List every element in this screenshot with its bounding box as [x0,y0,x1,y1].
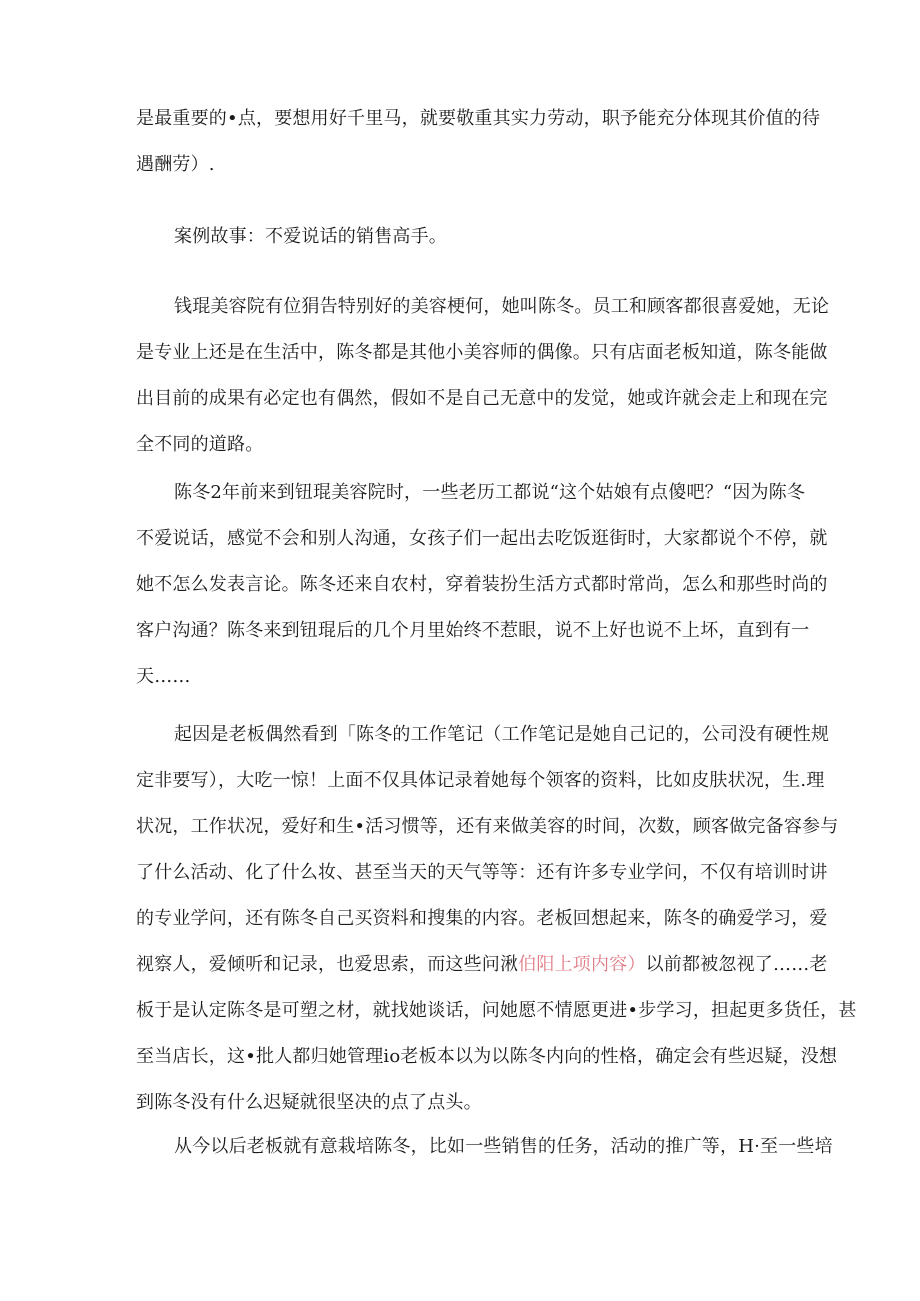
text-line: 定非要写），大吃一惊！上面不仅具体记录着她每个领客的资料，比如皮肤状况，生.理 [136,770,825,791]
text-line: 状况，工作状况，爱好和生•活习惯等，还有来做美容的时间，次数，顾客做完备容参与 [136,816,839,837]
text-line: 的专业学问，还有陈冬自己买资料和搜集的内容。老板回想起来，陈冬的确爱学习，爱 [136,908,828,929]
text-line: 是专业上还是在生活中，陈冬都是其他小美容师的偶像。只有店面老板知道，陈冬能做 [136,342,828,363]
text-segment: 视察人，爱倾听和记录，也爱思索，而这些问湫 [136,954,519,975]
paragraph-story-2 [136,470,828,700]
text-line: 出目前的成果有必定也有偶然，假如不是自己无意中的发觉，她或许就会走上和现在完 [136,388,828,409]
text-segment: 以前都被忽视了……老 [645,954,828,975]
paragraph-case-title [136,214,796,260]
paragraph-story-3 [136,712,857,1126]
text-line: 到陈冬没有什么迟疑就很坚决的点了点头。 [136,1092,482,1113]
text-line: 至当店长，这•批人都归她管理io老板本以为以陈冬内向的性格，确定会有些迟疑，没想 [136,1046,838,1067]
paragraph-intro [136,96,821,188]
text-line: 陈冬2年前来到钮琨美容院时，一些老历工都说“这个姑娘有点傻吧？“因为陈冬 [174,482,806,503]
text-line: 从今以后老板就有意栽培陈冬，比如一些销售的任务，活动的推广等，H·至一些培 [174,1136,833,1157]
text-line: 是最重要的•点，要想用好千里马，就要敬重其实力劳动，职予能充分体现其价值的待 [136,108,821,129]
text-line: 她不怎么发表言论。陈冬还来自农村，穿着装扮生活方式都时常尚，怎么和那些时尚的 [136,574,828,595]
text-line: 不爱说话，感觉不会和别人沟通，女孩子们一起出去吃饭逛街时，大家都说个不停，就 [136,528,828,549]
text-line-with-highlight [136,942,828,988]
text-line: 了什么活动、化了什么妆、甚至当天的天气等等：还有许多专业学问，不仅有培训时讲 [136,862,828,883]
case-title: 案例故事：不爱说话的销售高手。 [174,226,447,247]
text-line: 起因是老板偶然看到「陈冬的工作笔记（工作笔记是她自己记的，公司没有硬性规 [174,724,830,745]
highlighted-text: 伯阳上项内容） [518,954,646,975]
text-line: 全不同的道路。 [136,434,264,455]
text-line: 板于是认定陈冬是可塑之材，就找她谈话，问她愿不情愿更进•步学习，担起更多货任，甚 [136,1000,857,1021]
paragraph-story-1 [136,284,830,468]
text-line: 天…… [136,666,191,687]
text-line: 遇酬劳）. [136,154,215,175]
paragraph-story-4 [136,1124,833,1170]
text-line: 客户沟通？陈冬来到钮琨后的几个月里始终不惹眼，说不上好也说不上坏，直到有一 [136,620,810,641]
text-line: 钱琨美容院有位狷告特别好的美容梗何，她叫陈冬。员工和顾客都很喜爱她，无论 [174,296,830,317]
